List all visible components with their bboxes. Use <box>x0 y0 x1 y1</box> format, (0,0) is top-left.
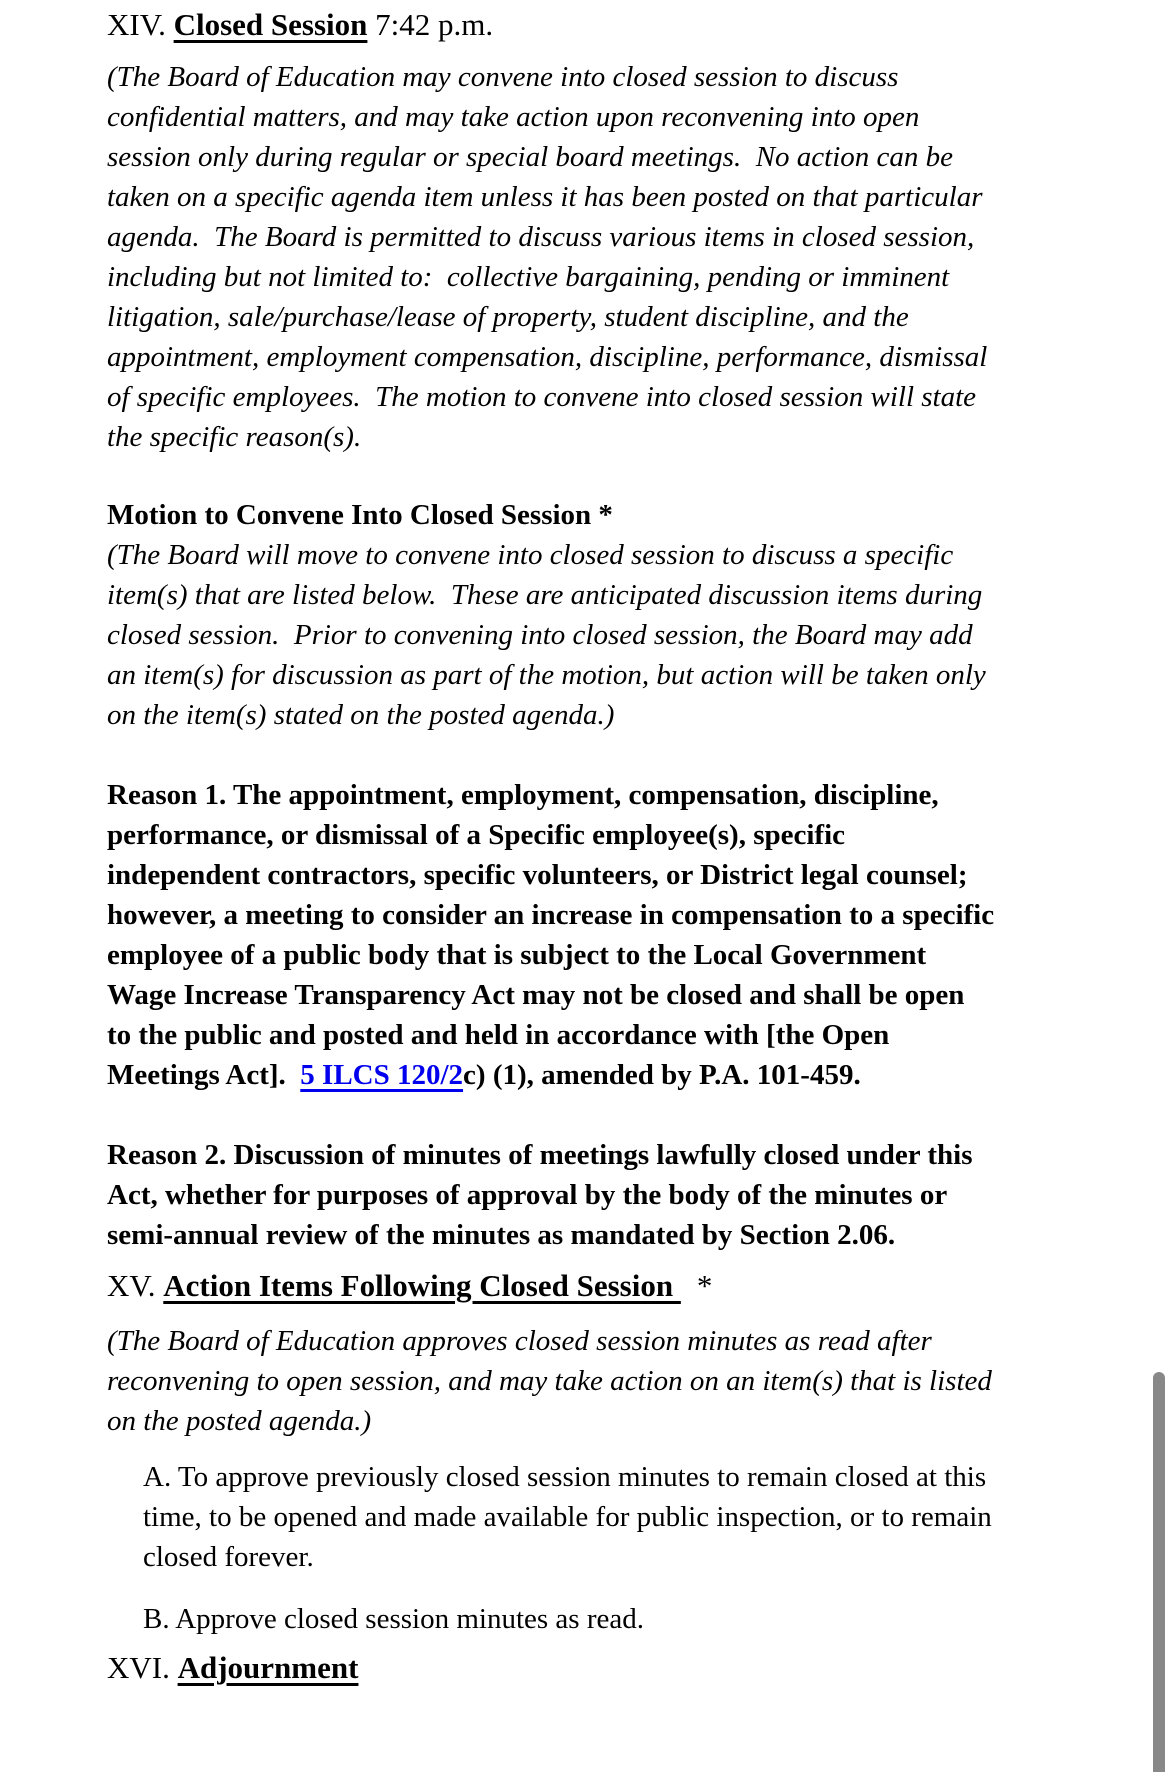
reason-1-text: Reason 1. The appointment, employment, compensation, discipline, performance, or dismissal of a Specific employee(s), specific independent contractors, specific volunteers, or District legal counsel; however, a meeting to consider an increase in compensation to a specific employee of a public body that is subject to the Local Government Wage Increase Transparency Act may not be closed and shall be open to the public and posted and held in accordance with [the Open Meetings Act]. <box>107 779 1002 1091</box>
section-xiv-heading <box>107 4 995 46</box>
scrollbar-thumb[interactable] <box>1153 1372 1165 1772</box>
closed-session-description: (The Board of Education may convene into closed session to discuss confidential matters, and may take action upon reconvening into open session only during regular or special board meetings. No action can be taken on a specific agenda item unless it has been posted on that particular agenda. The Board is permitted to discuss various items in closed session, including but not limited to: collective bargaining, pending or imminent litigation, sale/purchase/lease of property, student discipline, and the appointment, employment compensation, discipline, performance, dismissal of specific employees. The motion to convene into closed session will state the specific reason(s). <box>107 61 995 453</box>
section-xv-number: XV. <box>107 1268 164 1303</box>
action-items-description: (The Board of Education approves closed session minutes as read after reconvening to open session, and may take action on an item(s) that is listed on the posted agenda.) <box>107 1325 1000 1437</box>
section-xvi-number: XVI. <box>107 1650 178 1685</box>
reason-1-paragraph <box>107 775 1002 1095</box>
section-xvi-heading <box>107 1647 995 1689</box>
section-xiv-time: 7:42 p.m. <box>367 7 494 42</box>
section-xvi-title: Adjournment <box>177 1650 359 1685</box>
motion-description: (The Board will move to convene into closed session to discuss a specific item(s) that are listed below. These are anticipated discussion items during closed session. Prior to convening into closed session, the Board may add an item(s) for discussion as part of the motion, but action will be taken only on the item(s) stated on the posted agenda.) <box>107 539 994 731</box>
motion-heading: Motion to Convene Into Closed Session * <box>107 499 613 531</box>
section-xv-asterisk: * <box>696 1268 713 1303</box>
action-item-b: B. Approve closed session minutes as read. <box>143 1603 644 1635</box>
reason-1-text-after: c) (1), amended by P.A. 101-459. <box>463 1059 861 1091</box>
reason-2-paragraph: Reason 2. Discussion of minutes of meetings lawfully closed under this Act, whether for purposes of approval by the body of the minutes or semi-annual review of the minutes as mandated by Section 2.06. <box>107 1139 979 1251</box>
section-xiv-title: Closed Session <box>173 7 368 42</box>
section-xv-title: Action Items Following Closed Session <box>163 1268 681 1303</box>
section-xiv-number: XIV. <box>107 7 174 42</box>
section-xv-heading <box>107 1265 995 1307</box>
ilcs-statute-link[interactable]: 5 ILCS 120/2 <box>300 1059 464 1091</box>
action-item-a: A. To approve previously closed session minutes to remain closed at this time, to be opened and made available for public inspection, or to remain closed forever. <box>143 1461 1000 1573</box>
